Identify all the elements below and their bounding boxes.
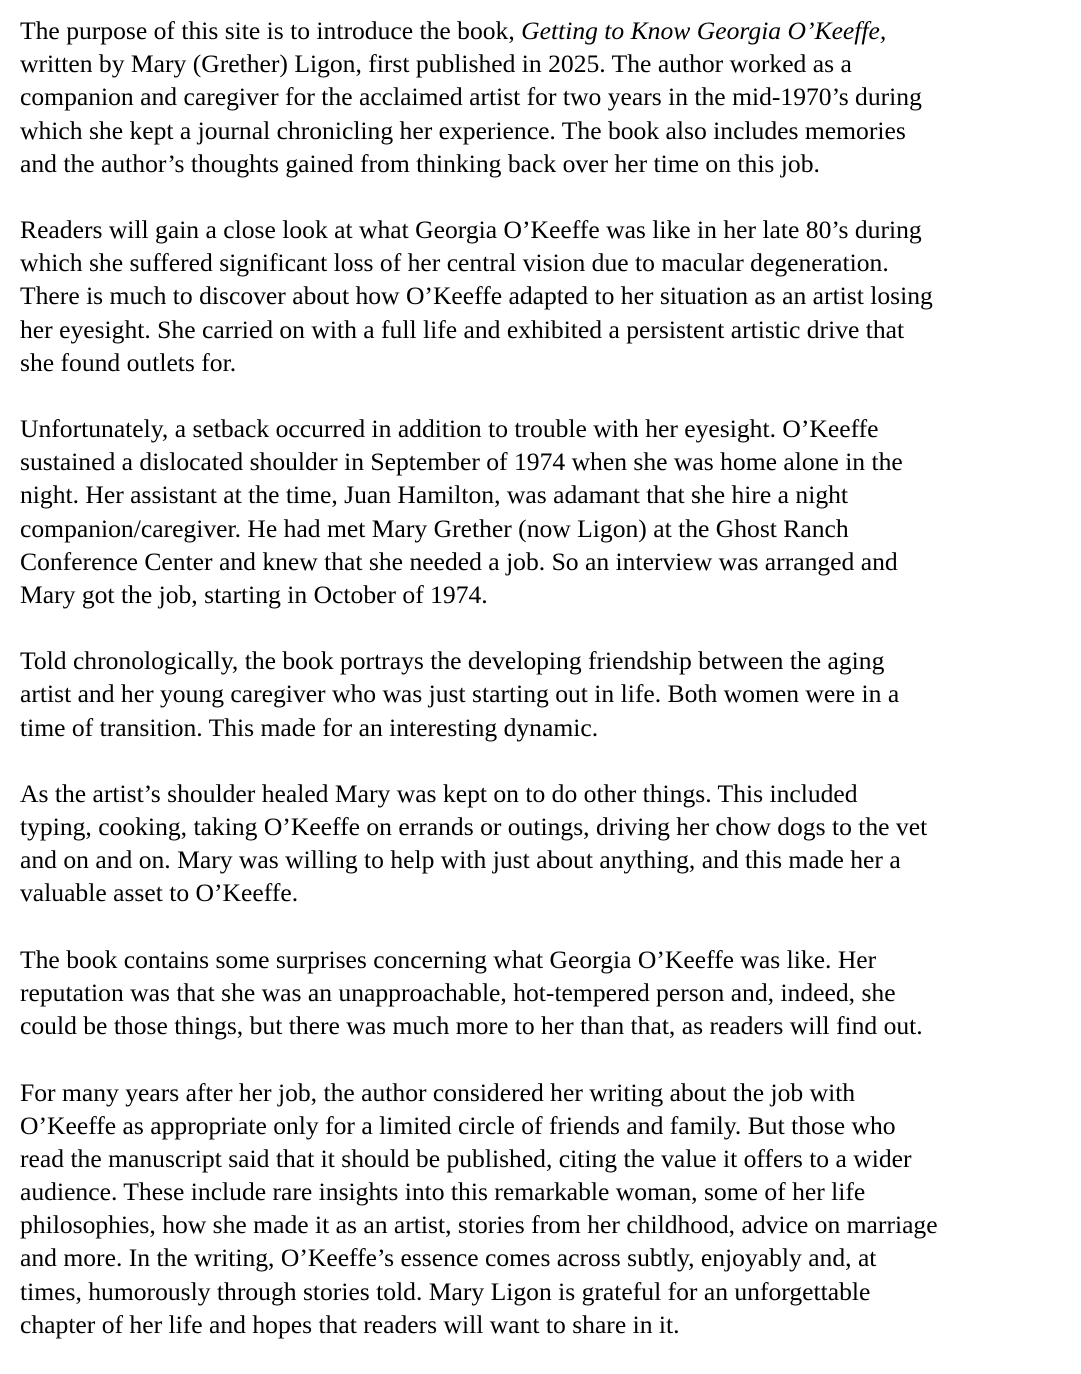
text-line [20, 1241, 938, 1274]
line-text: valuable asset to O’Keeffe. [20, 878, 299, 908]
line-text: times, humorously through stories told. Mary Ligon is grateful for an unforgettable [20, 1276, 871, 1306]
line-text: time of transition. This made for an interesting dynamic. [20, 712, 599, 742]
text-line [20, 876, 938, 909]
line-text: artist and her young caregiver who was just starting out in life. Both women were in a [20, 679, 900, 709]
line-text: night. Her assistant at the time, Juan Hamilton, was adamant that she hire a night [20, 480, 849, 510]
text-line [20, 512, 938, 545]
text-line [20, 976, 938, 1009]
text-line [20, 478, 938, 511]
paragraph [20, 644, 938, 744]
line-text: her eyesight. She carried on with a full life and exhibited a persistent artistic drive that [20, 314, 905, 344]
text-line [20, 1109, 938, 1142]
line-text: she found outlets for. [20, 347, 237, 377]
line-text: sustained a dislocated shoulder in September of 1974 when she was home alone in the [20, 447, 903, 477]
line-text: Told chronologically, the book portrays the developing friendship between the aging [20, 646, 885, 676]
text-line [20, 1175, 938, 1208]
text-line [20, 843, 938, 876]
line-text: As the artist’s shoulder healed Mary was kept on to do other things. This included [20, 778, 858, 808]
text-line [20, 80, 938, 113]
line-text: philosophies, how she made it as an artist, stories from her childhood, advice on marriage [20, 1210, 938, 1240]
line-text: typing, cooking, taking O’Keeffe on errands or outings, driving her chow dogs to the vet [20, 812, 928, 842]
text-line [20, 943, 938, 976]
paragraph [20, 213, 938, 379]
line-text: could be those things, but there was much more to her than that, as readers will find out. [20, 1011, 923, 1041]
line-text: which she kept a journal chronicling her experience. The book also includes memories [20, 115, 906, 145]
paragraph [20, 777, 938, 910]
line-text: which she suffered significant loss of her central vision due to macular degeneration. [20, 248, 889, 278]
line-text: companion and caregiver for the acclaimed artist for two years in the mid-1970’s during [20, 82, 922, 112]
paragraph [20, 412, 938, 611]
line-text: and more. In the writing, O’Keeffe’s essence comes across subtly, enjoyably and, at [20, 1243, 877, 1273]
line-text: O’Keeffe as appropriate only for a limited circle of friends and family. But those who [20, 1110, 896, 1140]
line-text: and the author’s thoughts gained from thinking back over her time on this job. [20, 148, 820, 178]
text-line [20, 777, 938, 810]
text-line [20, 1308, 938, 1341]
line-text: Unfortunately, a setback occurred in addition to trouble with her eyesight. O’Keeffe [20, 414, 879, 444]
text-line [20, 644, 938, 677]
line-text: For many years after her job, the author considered her writing about the job with [20, 1077, 856, 1107]
text-line [20, 578, 938, 611]
text-line [20, 114, 938, 147]
paragraph [20, 1076, 938, 1341]
text-line [20, 147, 938, 180]
paragraph [20, 943, 938, 1043]
text-line [20, 711, 938, 744]
document-body [20, 14, 938, 1374]
text-line [20, 1142, 938, 1175]
line-text: The book contains some surprises concerning what Georgia O’Keeffe was like. Her [20, 944, 877, 974]
text-line [20, 313, 938, 346]
paragraph [20, 14, 938, 180]
line-text: written by Mary (Grether) Ligon, first published in 2025. The author worked as a [20, 49, 852, 79]
text-line [20, 1208, 938, 1241]
book-title: Getting to Know Georgia O’Keeffe, [521, 16, 887, 45]
text-line [20, 545, 938, 578]
text-line [20, 346, 938, 379]
line-text: Mary got the job, starting in October of 1974. [20, 579, 488, 609]
line-text: Conference Center and knew that she needed a job. So an interview was arranged and [20, 546, 898, 576]
line-text: and on and on. Mary was willing to help with just about anything, and this made her a [20, 845, 901, 875]
line-text: Readers will gain a close look at what Georgia O’Keeffe was like in her late 80’s during [20, 215, 922, 245]
text-line [20, 810, 938, 843]
text-line [20, 1076, 938, 1109]
text-line [20, 445, 938, 478]
text-line [20, 1009, 938, 1042]
text-line [20, 677, 938, 710]
line-text: There is much to discover about how O’Keeffe adapted to her situation as an artist losing [20, 281, 933, 311]
text-line [20, 246, 938, 279]
line-text: audience. These include rare insights into this remarkable woman, some of her life [20, 1177, 866, 1207]
line-text: read the manuscript said that it should be published, citing the value it offers to a wider [20, 1143, 912, 1173]
text-line [20, 1275, 938, 1308]
line-text: reputation was that she was an unapproachable, hot-tempered person and, indeed, she [20, 977, 896, 1007]
text-line [20, 47, 938, 80]
text-line [20, 412, 938, 445]
text-line [20, 213, 938, 246]
text-line [20, 14, 938, 47]
line-text: companion/caregiver. He had met Mary Grether (now Ligon) at the Ghost Ranch [20, 513, 849, 543]
text-line [20, 279, 938, 312]
line-text: The purpose of this site is to introduce the book, [20, 16, 522, 45]
line-text: chapter of her life and hopes that readers will want to share in it. [20, 1309, 680, 1339]
